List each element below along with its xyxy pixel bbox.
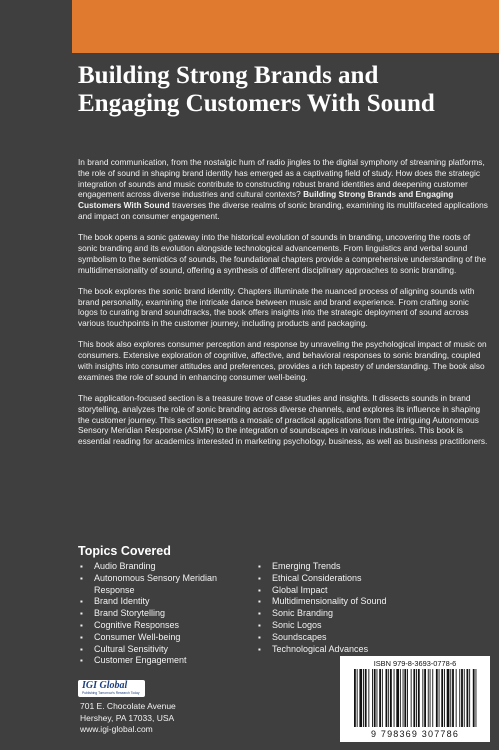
address-street: 701 E. Chocolate Avenue bbox=[80, 701, 176, 711]
topic-item bbox=[258, 620, 458, 632]
book-description bbox=[78, 157, 488, 457]
bullet-icon: ▪ bbox=[258, 620, 261, 630]
topic-item bbox=[258, 585, 458, 597]
topic-label: Cognitive Responses bbox=[94, 619, 180, 630]
bullet-icon: ▪ bbox=[258, 632, 261, 642]
topic-item bbox=[80, 632, 250, 644]
topic-item bbox=[258, 596, 458, 608]
bullet-icon: ▪ bbox=[80, 562, 83, 571]
topics-heading: Topics Covered bbox=[78, 544, 171, 558]
isbn-label: ISBN 979-8-3693-0778-6 bbox=[373, 659, 457, 668]
topic-label: Cultural Sensitivity bbox=[94, 643, 169, 654]
description-paragraph-4: This book also explores consumer perception and response by unraveling the psychological impact of music on consumers. Extensive exploration of cognitive, affective, and behavioral responses to sonic branding, coupled with insights into consumer attitudes and preferences, provides a rich tapestry of understanding. The book also examines the role of sound in enhancing consumer well-being. bbox=[78, 339, 487, 382]
publisher-address bbox=[80, 701, 176, 736]
topics-list-right bbox=[258, 561, 458, 655]
topic-label: Brand Identity bbox=[94, 596, 150, 607]
publisher-logo-text: IGI Global bbox=[82, 680, 128, 691]
description-paragraph-5: The application-focused section is a treasure trove of case studies and insights. It dissects sounds in brand storytelling, analyzes the role of sonic branding across diverse channels, and explores its influence in shaping the customer journey. This section presents a mosaic of practical applications from the intriguing Autonomous Sensory Meridian Response (ASMR) to the integration of soundscapes in various industries. This book is essential reading for academics interested in marketing psychology, business, as well as business practitioners. bbox=[78, 392, 488, 447]
description-outro: traverses the diverse realms of sonic branding, examining its multifaceted applications and impact on consumer engagement. bbox=[78, 200, 488, 221]
bullet-icon: ▪ bbox=[258, 585, 261, 595]
topic-label: Sonic Logos bbox=[272, 619, 322, 630]
bullet-icon: ▪ bbox=[80, 632, 83, 642]
topic-label: Soundscapes bbox=[272, 631, 327, 642]
topic-item bbox=[80, 644, 250, 656]
topic-item bbox=[80, 561, 250, 573]
topic-label: Brand Storytelling bbox=[94, 608, 166, 619]
bullet-icon: ▪ bbox=[80, 656, 83, 666]
publisher-logo-tagline: Publishing Tomorrow's Research Today bbox=[82, 691, 140, 695]
topic-item bbox=[80, 596, 250, 608]
address-city: Hershey, PA 17033, USA bbox=[80, 712, 175, 723]
bullet-icon: ▪ bbox=[258, 573, 261, 583]
topic-label: Autonomous Sensory Meridian Response bbox=[94, 572, 218, 595]
topic-label: Technological Advances bbox=[272, 643, 369, 654]
topic-item bbox=[80, 620, 250, 632]
description-paragraph-3: The book explores the sonic brand identity. Chapters illuminate the nuanced process of aligning sounds with brand personality, examining the intricate dance between music and brand experience. From crafting sonic logos to curating brand soundtracks, the book offers insights into the strategic deployment of sound across various touchpoints in the customer journey, including products and packaging. bbox=[78, 285, 475, 329]
topic-item bbox=[80, 608, 250, 620]
topic-label: Sonic Branding bbox=[272, 608, 334, 619]
publisher-website: www.igi-global.com bbox=[80, 724, 153, 734]
bullet-icon: ▪ bbox=[80, 620, 83, 630]
topic-item bbox=[80, 573, 250, 597]
barcode-number: 9 798369 307786 bbox=[370, 729, 460, 739]
bullet-icon: ▪ bbox=[80, 573, 83, 583]
topic-item bbox=[258, 608, 458, 620]
topic-item bbox=[258, 632, 458, 644]
topics-list-left bbox=[80, 561, 250, 667]
topic-label: Audio Branding bbox=[94, 561, 156, 571]
topic-label: Ethical Considerations bbox=[272, 572, 362, 583]
topic-label: Multidimensionality of Sound bbox=[272, 596, 387, 607]
book-title: Building Strong Brands and Engaging Customers With Sound bbox=[78, 62, 435, 117]
publisher-logo bbox=[78, 680, 145, 697]
description-intro: In brand communication, from the nostalgic hum of radio jingles to the digital symphony of streaming platforms, the role of sound in shaping brand identity has emerged as a captivating field of study. How does the strategic integration of sounds and music contribute to constructing robust brand identities and deepening customer engagement across diverse industries and cultural contexts? bbox=[78, 157, 485, 200]
description-paragraph-1 bbox=[78, 157, 488, 222]
topic-item bbox=[258, 644, 458, 656]
topic-item bbox=[258, 573, 458, 585]
topic-item bbox=[258, 561, 458, 573]
topic-label: Consumer Well-being bbox=[94, 631, 181, 642]
description-paragraph-2: The book opens a sonic gateway into the historical evolution of sounds in branding, uncovering the roots of sonic branding and its evolution alongside technological advancements. From linguistics and verbal sound symbolism to the semiotics of sounds, the foundational chapters provide a comprehensive understanding of the multidimensionality of sound, offering a synthesis of different disciplinary approaches to sonic branding. bbox=[78, 232, 487, 275]
bullet-icon: ▪ bbox=[258, 597, 261, 607]
topic-label: Customer Engagement bbox=[94, 655, 187, 666]
bullet-icon: ▪ bbox=[80, 609, 83, 619]
topic-label: Global Impact bbox=[272, 584, 328, 595]
bullet-icon: ▪ bbox=[80, 644, 83, 654]
barcode-icon bbox=[350, 669, 480, 729]
bullet-icon: ▪ bbox=[258, 562, 261, 571]
bullet-icon: ▪ bbox=[258, 644, 261, 654]
topic-item bbox=[80, 655, 250, 667]
isbn-barcode-block bbox=[340, 656, 490, 742]
top-accent-band bbox=[72, 0, 499, 53]
bullet-icon: ▪ bbox=[80, 597, 83, 607]
description-bold-title: Building Strong Brands and Engaging Customers With Sound bbox=[78, 189, 454, 211]
bullet-icon: ▪ bbox=[258, 609, 261, 619]
topic-label: Emerging Trends bbox=[272, 561, 341, 571]
